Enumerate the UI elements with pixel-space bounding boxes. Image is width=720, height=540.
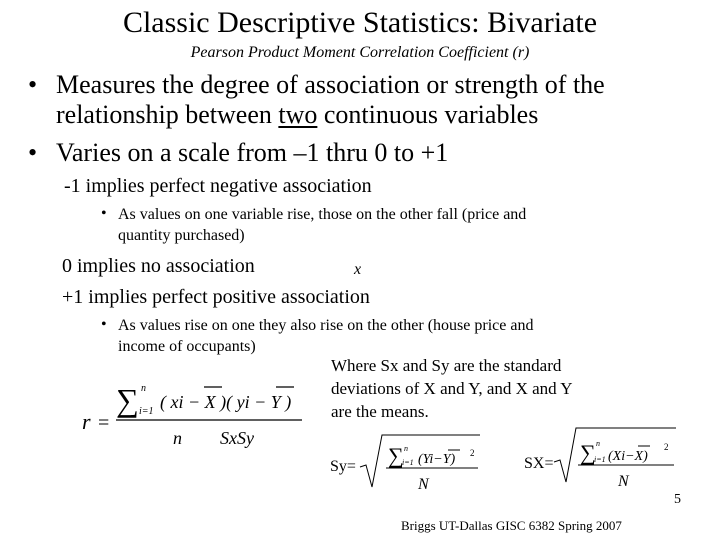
sx-formula bbox=[524, 416, 684, 496]
sy-label: Sy= bbox=[330, 458, 356, 475]
formula-r-denominator-s: SxSy bbox=[220, 428, 254, 448]
sx-label: SX= bbox=[524, 455, 554, 472]
sy-formula bbox=[330, 425, 490, 505]
negative-detail-line-2: quantity purchased) bbox=[118, 227, 245, 244]
sy-squared: 2 bbox=[470, 448, 475, 458]
sy-denominator: N bbox=[418, 476, 429, 493]
slide-subtitle: Pearson Product Moment Correlation Coefficient (r) bbox=[190, 44, 530, 61]
bullet-1-underlined-word: two bbox=[278, 100, 318, 129]
formula-r-symbol: r bbox=[82, 409, 91, 434]
sx-sum-lower: i=1 bbox=[594, 455, 606, 464]
note-line-2: deviations of X and Y, and X and Y bbox=[331, 379, 573, 398]
correlation-formula bbox=[70, 375, 320, 455]
formula-r-equals: = bbox=[98, 412, 110, 434]
no-association-heading: 0 implies no association bbox=[62, 255, 255, 277]
sy-body: (Yi−Y) bbox=[418, 452, 456, 467]
stray-x-symbol: x bbox=[354, 261, 362, 278]
positive-detail-line-2: income of occupants) bbox=[118, 338, 256, 355]
positive-detail-line-1: As values rise on one they also rise on the other (house price and bbox=[118, 317, 534, 334]
footer-credit: Briggs UT-Dallas GISC 6382 Spring 2007 bbox=[401, 518, 622, 533]
bullet-dot-small: • bbox=[101, 316, 107, 333]
sx-sum-upper: n bbox=[596, 439, 600, 448]
bullet-2-text: Varies on a scale from –1 thru 0 to +1 bbox=[56, 138, 449, 167]
slide-title: Classic Descriptive Statistics: Bivariate bbox=[122, 6, 598, 39]
sy-sigma: ∑ bbox=[388, 443, 404, 468]
sx-sigma: ∑ bbox=[580, 440, 596, 465]
sx-body: (Xi−X) bbox=[608, 449, 648, 464]
bullet-1-text-a: relationship between bbox=[56, 100, 279, 129]
formula-r-sum-upper: n bbox=[141, 383, 146, 394]
bullet-dot-small: • bbox=[101, 205, 107, 222]
sy-sum-lower: i=1 bbox=[402, 458, 414, 467]
negative-detail-line-1: As values on one variable rise, those on the other fall (price and bbox=[118, 206, 527, 223]
formula-r-sum-lower: i=1 bbox=[139, 406, 154, 417]
note-line-1: Where Sx and Sy are the standard bbox=[331, 356, 562, 375]
bullet-1-line-1: Measures the degree of association or strength of the bbox=[56, 70, 605, 99]
negative-association-heading: -1 implies perfect negative association bbox=[64, 175, 372, 197]
bullet-dot: • bbox=[28, 138, 38, 167]
sy-sum-upper: n bbox=[404, 444, 408, 453]
formula-r-numerator: ( xi − X )( yi − Y ) bbox=[160, 392, 292, 412]
positive-association-heading: +1 implies perfect positive association bbox=[62, 286, 370, 308]
bullet-dot: • bbox=[28, 70, 38, 99]
sx-denominator: N bbox=[618, 473, 629, 490]
formula-r-denominator-n: n bbox=[173, 428, 182, 448]
note-line-3: are the means. bbox=[331, 402, 429, 421]
bullet-1-text-b: continuous variables bbox=[317, 100, 539, 129]
sx-squared: 2 bbox=[664, 442, 669, 452]
page-number: 5 bbox=[674, 492, 681, 507]
formula-r-sigma: ∑ bbox=[116, 382, 139, 418]
bullet-1-line-2 bbox=[56, 100, 538, 130]
